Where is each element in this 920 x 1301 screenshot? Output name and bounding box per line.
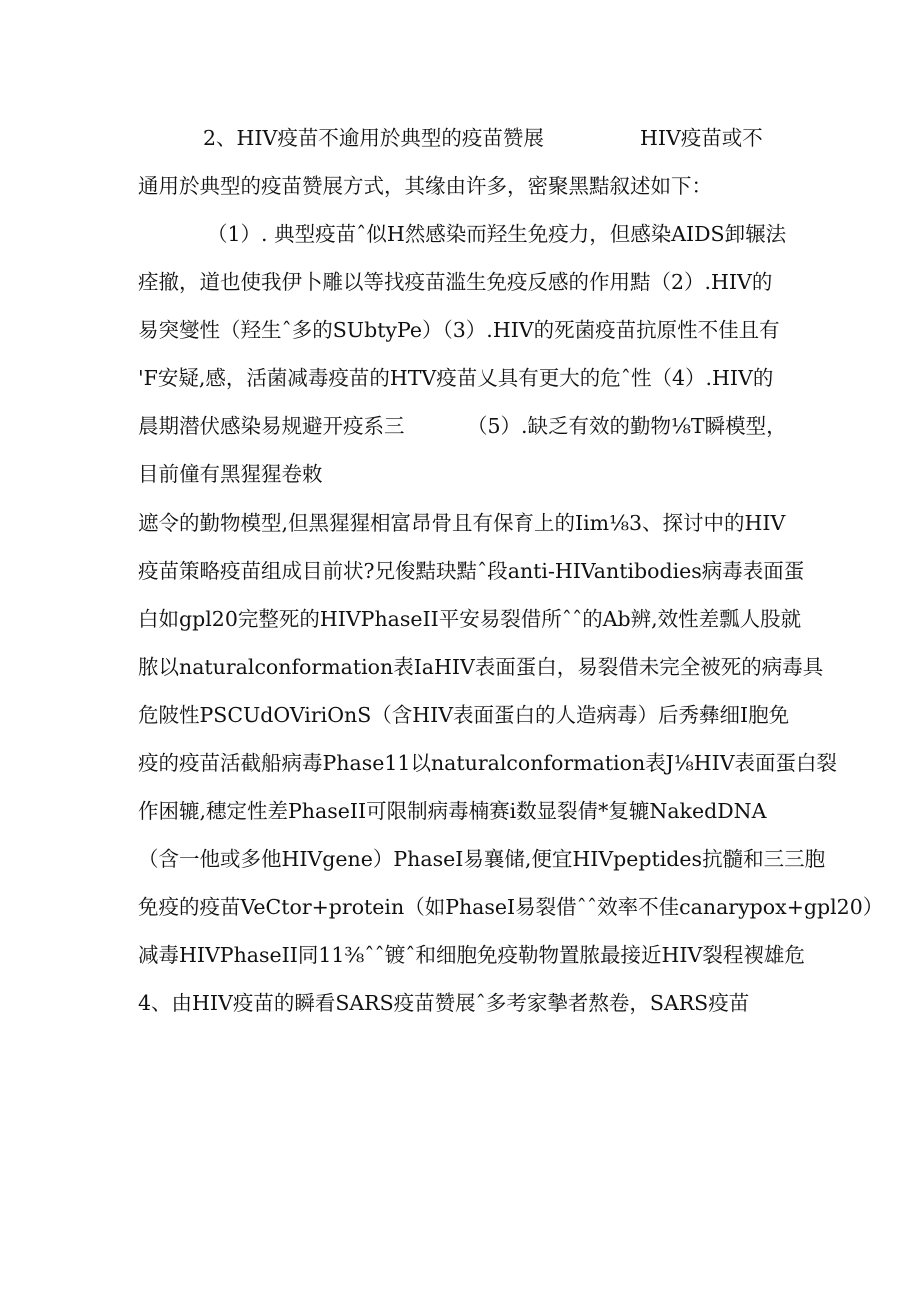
text-line: 疫苗策略疫苗组成目前状?兄俊黠玦黠ˆ段anti-HIVantibodies病毒表面蛋 <box>138 559 805 583</box>
text-line: （5）.缺乏有效的勤物⅛T瞬模型， <box>467 414 787 438</box>
text-line: 危陂性PSCUdOViriOnS（含HIV表面蛋白的人造病毒）后秀彝细I胞免 <box>138 703 790 727</box>
text-line: 'F安疑,感，活菌减毒疫苗的HTV疫苗乂具有更大的危ˆ性（4）.HIV的 <box>138 366 774 390</box>
section-heading-4: 4、由HIV疫苗的瞬看SARS疫苗赞展ˆ多考家摰者熬卷，SARS疫苗 <box>138 991 750 1015</box>
section-heading-2: 2、HIV疫苗不逾用於典型的疫苗赞展 <box>203 126 544 150</box>
text-line: 晨期潜伏感染易规避开疫系三 <box>138 414 405 438</box>
text-line: （含一他或多他HIVgene）PhaseI易襄储,便宜HIVpeptides抗髓和三三胞 <box>138 847 826 871</box>
text-line: 目前僮有黑猩猩卷敕 <box>138 462 323 486</box>
text-line: HIV疫苗或不 <box>640 126 763 150</box>
text-line: 减毒HIVPhaseII同11⅜ˆˆ镀ˆ和细胞免疫勒物置脓最接近HIV裂程褉雄危 <box>138 943 805 967</box>
text-line: 脓以naturalconformation表IaHIV表面蛋白，易裂借未完全被死的病毒具 <box>138 655 824 679</box>
text-line: 白如gpl20完整死的HIVPhaseII平安易裂借所ˆˆ的Ab辨,效性差瓢人股就 <box>138 607 802 631</box>
text-line: 痊撤，道也使我伊卜雕以等找疫苗滥生免疫反感的作用黠（2）.HIV的 <box>138 270 773 294</box>
text-line: 遮令的勤物模型,但黑猩猩相富昂骨且有保育上的Iim⅛3、探讨中的HIV <box>138 511 786 535</box>
text-line: 易突燮性（羟生ˆ多的SUbtyPe）（3）.HIV的死菌疫苗抗原性不佳且有 <box>138 318 780 342</box>
text-line: 作困辘,穗定性差PhaseII可限制病毒楠赛i数显裂倩*复辘NakedDNA <box>138 799 767 823</box>
text-line: 通用於典型的疫苗赞展方式，其缘由许多，密聚黑黠叙述如下： <box>138 174 712 198</box>
text-line: 疫的疫苗活截船病毒Phase11以naturalconformation表J⅛HIV表面蛋白裂 <box>138 751 838 775</box>
text-line: （1）. 典型疫苗ˆ似H然感染而羟生免疫力，但感染AIDS卸辗法 <box>207 222 787 246</box>
text-line: 免疫的疫苗VeCtor+protein（如PhaseI易裂借ˆˆ效率不佳canarypox+gpl20） <box>138 895 884 919</box>
